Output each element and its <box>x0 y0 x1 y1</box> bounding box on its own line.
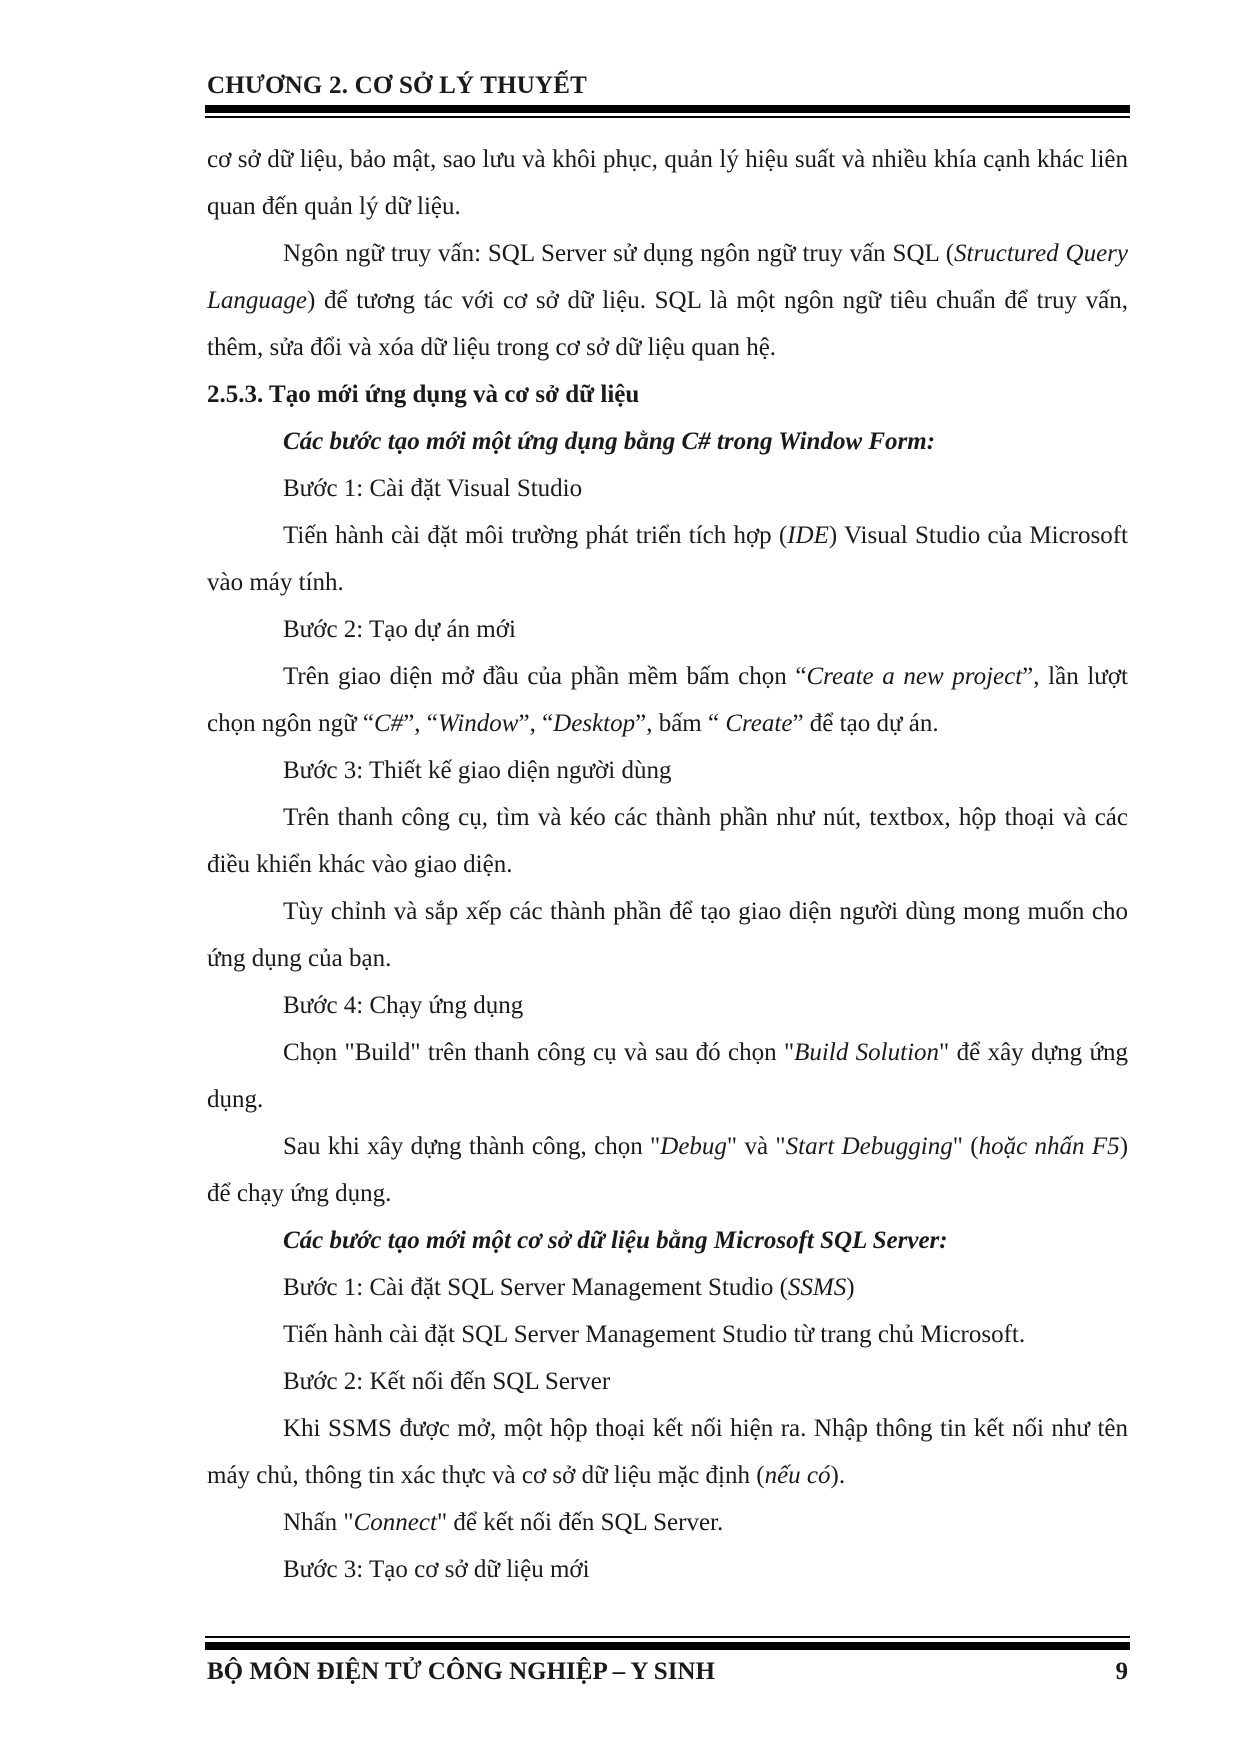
document-body <box>207 136 1128 1593</box>
page-number: 9 <box>1115 1658 1128 1685</box>
paragraph: Tùy chỉnh và sắp xếp các thành phần để tạo giao diện người dùng mong muốn cho ứng dụng của bạn. <box>207 898 1128 972</box>
paragraph: Ngôn ngữ truy vấn: SQL Server sử dụng ngôn ngữ truy vấn SQL (Structured Query Language) để tương tác với cơ sở dữ liệu. SQL là một ngôn ngữ tiêu chuẩn để truy vấn, thêm, sửa đổi và xóa dữ liệu trong cơ sở dữ liệu quan hệ. <box>207 240 1129 361</box>
step-title: Bước 1: Cài đặt SQL Server Management Studio (SSMS) <box>283 1274 855 1301</box>
footer-department: BỘ MÔN ĐIỆN TỬ CÔNG NGHIỆP – Y SINH <box>207 1658 715 1685</box>
step-title: Bước 2: Tạo dự án mới <box>283 616 516 643</box>
paragraph: Chọn "Build" trên thanh công cụ và sau đó chọn "Build Solution" để xây dựng ứng dụng. <box>207 1039 1128 1113</box>
step-title: Bước 2: Kết nối đến SQL Server <box>283 1368 611 1395</box>
step-title: Bước 1: Cài đặt Visual Studio <box>283 475 583 502</box>
step-title: Bước 3: Tạo cơ sở dữ liệu mới <box>283 1556 590 1583</box>
page-header-title: CHƯƠNG 2. CƠ SỞ LÝ THUYẾT <box>207 72 588 99</box>
header-rule-thin <box>205 116 1130 118</box>
subheading: Các bước tạo mới một cơ sở dữ liệu bằng Microsoft SQL Server: <box>283 1227 948 1254</box>
step-title: Bước 4: Chạy ứng dụng <box>283 992 524 1019</box>
paragraph: Sau khi xây dựng thành công, chọn "Debug" và "Start Debugging" (hoặc nhấn F5) để chạy ứng dụng. <box>207 1133 1129 1207</box>
header-rule-thick <box>205 105 1130 113</box>
step-title: Bước 3: Thiết kế giao diện người dùng <box>283 757 672 784</box>
section-heading: 2.5.3. Tạo mới ứng dụng và cơ sở dữ liệu <box>207 381 640 408</box>
footer-rule-thick <box>205 1642 1130 1650</box>
footer-rule-thin <box>205 1636 1130 1638</box>
paragraph: Trên thanh công cụ, tìm và kéo các thành phần như nút, textbox, hộp thoại và các điều khiển khác vào giao diện. <box>207 804 1128 878</box>
paragraph: Nhấn "Connect" để kết nối đến SQL Server. <box>283 1509 724 1536</box>
paragraph: Khi SSMS được mở, một hộp thoại kết nối hiện ra. Nhập thông tin kết nối như tên máy chủ, thông tin xác thực và cơ sở dữ liệu mặc định (nếu có). <box>207 1415 1128 1489</box>
subheading: Các bước tạo mới một ứng dụng bằng C# trong Window Form: <box>283 428 936 455</box>
paragraph: Tiến hành cài đặt SQL Server Management Studio từ trang chủ Microsoft. <box>283 1321 1026 1348</box>
paragraph: Trên giao diện mở đầu của phần mềm bấm chọn “Create a new project”, lần lượt chọn ngôn ngữ “C#”, “Window”, “Desktop”, bấm “ Create” để tạo dự án. <box>207 663 1128 737</box>
paragraph: cơ sở dữ liệu, bảo mật, sao lưu và khôi phục, quản lý hiệu suất và nhiều khía cạnh khác liên quan đến quản lý dữ liệu. <box>207 146 1128 220</box>
paragraph: Tiến hành cài đặt môi trường phát triển tích hợp (IDE) Visual Studio của Microsoft vào máy tính. <box>207 522 1128 596</box>
